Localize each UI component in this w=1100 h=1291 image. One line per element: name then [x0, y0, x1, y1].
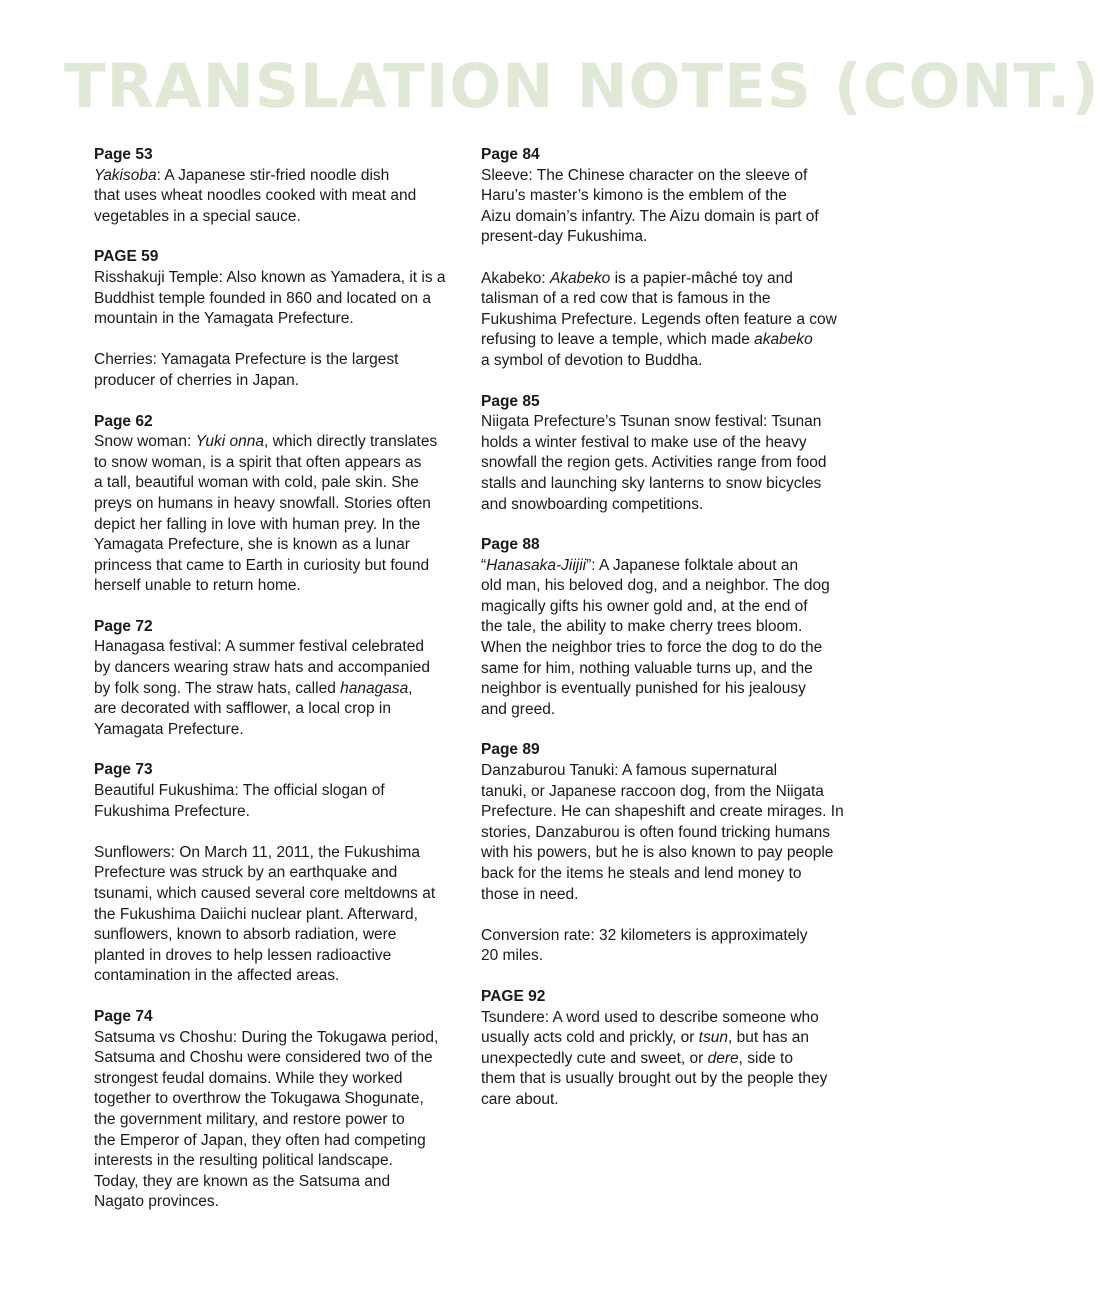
note-line: [481, 638, 841, 659]
text-run: Cherries: Yamagata Prefecture is the largest: [94, 351, 399, 369]
note-page-heading: Page 85: [481, 392, 540, 410]
note-line: [481, 412, 841, 433]
note-line: [94, 1110, 439, 1131]
note-paragraph: [481, 1008, 841, 1111]
note-line: [94, 720, 439, 741]
text-run: together to overthrow the Tokugawa Shogunate,: [94, 1090, 424, 1108]
note-line: [481, 433, 841, 454]
note-paragraph: [94, 843, 439, 987]
text-run: back for the items he steals and lend money to: [481, 865, 802, 882]
note-section: [94, 412, 439, 597]
text-run: them that is usually brought out by the people they: [481, 1070, 828, 1088]
note-page-heading: Page 89: [481, 741, 540, 759]
italic-term: tsun: [698, 1029, 728, 1047]
text-run: Yamagata Prefecture, she is known as a lunar: [94, 536, 410, 554]
note-line: [94, 535, 439, 556]
note-line: [94, 556, 439, 577]
note-line: [481, 310, 841, 331]
text-run: Beautiful Fukushima: The official slogan of: [94, 782, 385, 800]
text-run: : A Japanese stir-fried noodle dish: [156, 166, 390, 184]
text-run: Prefecture was struck by an earthquake and: [94, 864, 398, 882]
note-line: [481, 474, 841, 495]
note-paragraph: [481, 556, 841, 721]
note-line: [481, 864, 841, 885]
note-line: [94, 166, 439, 187]
note-section: [481, 535, 841, 720]
text-run: sunflowers, known to absorb radiation, were: [94, 926, 397, 944]
note-line: [481, 207, 841, 228]
note-paragraph: [481, 269, 841, 372]
text-run: Conversion rate: 32 kilometers is approximately: [481, 926, 808, 944]
italic-term: hanagasa: [340, 679, 409, 697]
note-line: [481, 495, 841, 516]
note-section: [94, 145, 439, 227]
text-run: the government military, and restore power to: [94, 1110, 405, 1128]
text-run: a symbol of devotion to Buddha.: [481, 351, 703, 369]
note-line: [94, 966, 439, 987]
text-run: contamination in the affected areas.: [94, 967, 340, 985]
note-line: [94, 453, 439, 474]
text-run: planted in droves to help lessen radioactive: [94, 946, 392, 964]
text-run: tanuki, or Japanese raccoon dog, from the Niigata: [481, 782, 824, 800]
text-run: “: [481, 556, 487, 574]
note-line: [481, 289, 841, 310]
note-line: [481, 166, 841, 187]
text-run: talisman of a red cow that is famous in the: [481, 290, 771, 308]
note-line: [94, 781, 439, 802]
text-run: Satsuma vs Choshu: During the Tokugawa period,: [94, 1028, 439, 1046]
note-line: [481, 1090, 841, 1111]
text-run: and snowboarding competitions.: [481, 495, 704, 513]
note-line: [481, 946, 841, 967]
note-line: [94, 679, 439, 700]
note-line: [481, 330, 841, 351]
text-run: Niigata Prefecture’s Tsunan snow festival: Tsunan: [481, 413, 822, 431]
note-page-heading: Page 88: [481, 536, 540, 554]
note-paragraph: [94, 781, 439, 822]
note-line: [94, 884, 439, 905]
text-run: Haru’s master’s kimono is the emblem of the: [481, 187, 787, 205]
note-section: [481, 392, 841, 516]
text-run: refusing to leave a temple, which made: [481, 331, 755, 349]
italic-term: Hanasaka-Jiijii: [486, 556, 587, 574]
text-run: Nagato provinces.: [94, 1193, 219, 1211]
text-run: , which directly translates: [264, 433, 438, 451]
note-line: [481, 1069, 841, 1090]
text-run: mountain in the Yamagata Prefecture.: [94, 310, 354, 328]
note-line: [94, 1048, 439, 1069]
text-run: those in need.: [481, 885, 579, 903]
text-run: Akabeko:: [481, 269, 550, 287]
text-run: are decorated with safflower, a local crop in: [94, 700, 391, 718]
text-run: magically gifts his owner gold and, at the end of: [481, 597, 808, 615]
text-run: Sunflowers: On March 11, 2011, the Fukushima: [94, 843, 420, 861]
note-line: [481, 679, 841, 700]
note-section: [94, 1007, 439, 1213]
note-page-heading: Page 72: [94, 617, 153, 635]
text-run: care about.: [481, 1090, 559, 1108]
text-run: Risshakuji Temple: Also known as Yamadera, it is a: [94, 268, 446, 286]
note-line: [94, 905, 439, 926]
text-run: Sleeve: The Chinese character on the sleeve of: [481, 166, 808, 184]
text-run: and greed.: [481, 700, 556, 718]
text-run: Snow woman:: [94, 433, 196, 451]
page-title: TRANSLATION NOTES (CONT.): [64, 51, 1100, 122]
note-paragraph: [481, 166, 841, 248]
text-run: 20 miles.: [481, 947, 544, 965]
text-run: When the neighbor tries to force the dog to do the: [481, 639, 823, 657]
text-run: Buddhist temple founded in 860 and located on a: [94, 289, 431, 307]
note-line: [94, 946, 439, 967]
text-run: old man, his beloved dog, and a neighbor. The dog: [481, 577, 830, 595]
note-line: [481, 802, 844, 823]
note-line: [94, 925, 439, 946]
text-run: preys on humans in heavy snowfall. Stories often: [94, 494, 431, 512]
note-page-heading: Page 84: [481, 146, 540, 163]
text-run: snowfall the region gets. Activities range from food: [481, 454, 827, 472]
note-paragraph: [94, 432, 439, 597]
note-line: [94, 1089, 439, 1110]
note-page-heading: PAGE 92: [481, 987, 546, 1005]
note-section: [481, 987, 841, 1111]
note-line: [481, 453, 841, 474]
note-section: [94, 247, 446, 391]
text-run: Yamagata Prefecture.: [94, 720, 244, 738]
italic-term: Yuki onna: [195, 433, 265, 451]
italic-term: akabeko: [754, 331, 813, 349]
note-paragraph: [481, 761, 844, 905]
note-line: [94, 863, 439, 884]
italic-term: Yakisoba: [94, 166, 157, 184]
text-run: stories, Danzaburou is often found tricking humans: [481, 823, 830, 841]
note-line: [94, 432, 439, 453]
note-line: [94, 268, 446, 289]
text-run: Fukushima Prefecture.: [94, 802, 250, 820]
note-line: [94, 186, 439, 207]
text-run: ”: A Japanese folktale about an: [586, 556, 799, 574]
note-paragraph: [94, 350, 439, 391]
note-line: [481, 823, 841, 844]
notes-column-right: [481, 145, 844, 1131]
text-run: Satsuma and Choshu were considered two of the: [94, 1049, 433, 1067]
text-run: is a papier-mâché toy and: [610, 269, 793, 287]
note-paragraph: [94, 166, 439, 228]
note-line: [481, 556, 841, 577]
note-page-heading: Page 62: [94, 412, 153, 430]
note-line: [94, 371, 439, 392]
note-paragraph: [94, 1028, 439, 1213]
note-line: [94, 637, 439, 658]
note-line: [94, 350, 439, 371]
text-run: usually acts cold and prickly, or: [481, 1029, 699, 1047]
note-line: [94, 576, 439, 597]
text-run: ,: [408, 679, 413, 697]
note-line: [94, 1151, 439, 1172]
note-paragraph: [481, 926, 841, 967]
note-line: [94, 494, 439, 515]
note-line: [94, 843, 439, 864]
text-run: interests in the resulting political landscape.: [94, 1152, 393, 1170]
note-line: [481, 761, 841, 782]
note-line: [94, 1131, 439, 1152]
text-run: to snow woman, is a spirit that often appears as: [94, 453, 422, 471]
note-line: [481, 617, 841, 638]
text-run: the tale, the ability to make cherry trees bloom.: [481, 618, 803, 636]
text-run: with his powers, but he is also known to pay people: [481, 844, 834, 862]
note-paragraph: [94, 268, 446, 330]
notes-column-left: [94, 145, 446, 1233]
text-run: present-day Fukushima.: [481, 228, 648, 246]
note-line: [481, 186, 841, 207]
note-section: [481, 145, 841, 372]
note-line: [481, 782, 841, 803]
note-line: [481, 597, 841, 618]
text-run: the Emperor of Japan, they often had competing: [94, 1131, 426, 1149]
note-page-heading: Page 73: [94, 761, 153, 779]
text-run: holds a winter festival to make use of the heavy: [481, 433, 807, 451]
text-run: by dancers wearing straw hats and accompanied: [94, 659, 431, 677]
note-line: [94, 1172, 439, 1193]
note-line: [481, 659, 841, 680]
note-page-heading: Page 53: [94, 146, 153, 163]
note-line: [94, 473, 439, 494]
text-run: a tall, beautiful woman with cold, pale skin. She: [94, 474, 419, 492]
text-run: neighbor is eventually punished for his jealousy: [481, 680, 806, 698]
text-run: by folk song. The straw hats, called: [94, 679, 341, 697]
note-page-heading: Page 74: [94, 1007, 153, 1025]
note-line: [481, 351, 841, 372]
note-line: [94, 658, 439, 679]
text-run: same for him, nothing valuable turns up, and the: [481, 659, 813, 677]
text-run: Tsundere: A word used to describe someone who: [481, 1008, 819, 1026]
text-run: stalls and launching sky lanterns to snow bicycles: [481, 474, 822, 492]
text-run: , but has an: [727, 1029, 809, 1047]
note-line: [481, 227, 841, 248]
text-run: vegetables in a special sauce.: [94, 207, 301, 225]
note-line: [481, 269, 841, 290]
text-run: Aizu domain’s infantry. The Aizu domain is part of: [481, 207, 819, 225]
note-line: [481, 1028, 841, 1049]
note-line: [481, 843, 841, 864]
text-run: producer of cherries in Japan.: [94, 371, 300, 389]
text-run: the Fukushima Daiichi nuclear plant. Afterward,: [94, 905, 418, 923]
text-run: Fukushima Prefecture. Legends often feature a cow: [481, 310, 837, 328]
note-paragraph: [481, 412, 841, 515]
note-line: [94, 1192, 439, 1213]
note-page-heading: PAGE 59: [94, 248, 159, 266]
text-run: that uses wheat noodles cooked with meat and: [94, 187, 417, 205]
note-line: [94, 1069, 439, 1090]
note-line: [481, 885, 841, 906]
note-line: [94, 515, 439, 536]
text-run: Prefecture. He can shapeshift and create mirages. In: [481, 803, 844, 821]
note-section: [94, 760, 439, 987]
note-line: [94, 289, 439, 310]
text-run: Hanagasa festival: A summer festival celebrated: [94, 638, 424, 656]
note-line: [481, 700, 841, 721]
text-run: princess that came to Earth in curiosity but found: [94, 556, 430, 574]
note-line: [94, 207, 439, 228]
italic-term: dere: [707, 1049, 739, 1067]
note-line: [94, 802, 439, 823]
note-section: [481, 740, 844, 967]
note-line: [481, 1049, 841, 1070]
text-run: , side to: [738, 1049, 793, 1067]
note-line: [94, 1028, 439, 1049]
text-run: depict her falling in love with human prey. In the: [94, 515, 421, 533]
text-run: unexpectedly cute and sweet, or: [481, 1049, 708, 1067]
text-run: strongest feudal domains. While they worked: [94, 1069, 403, 1087]
note-line: [94, 309, 439, 330]
text-run: Danzaburou Tanuki: A famous supernatural: [481, 762, 778, 780]
italic-term: Akabeko: [549, 269, 611, 287]
note-paragraph: [94, 637, 439, 740]
note-line: [481, 576, 841, 597]
note-section: [94, 617, 439, 741]
text-run: Today, they are known as the Satsuma and: [94, 1172, 391, 1190]
note-line: [94, 699, 439, 720]
text-run: herself unable to return home.: [94, 577, 301, 595]
note-line: [481, 1008, 841, 1029]
text-run: tsunami, which caused several core meltdowns at: [94, 885, 436, 902]
note-line: [481, 926, 841, 947]
